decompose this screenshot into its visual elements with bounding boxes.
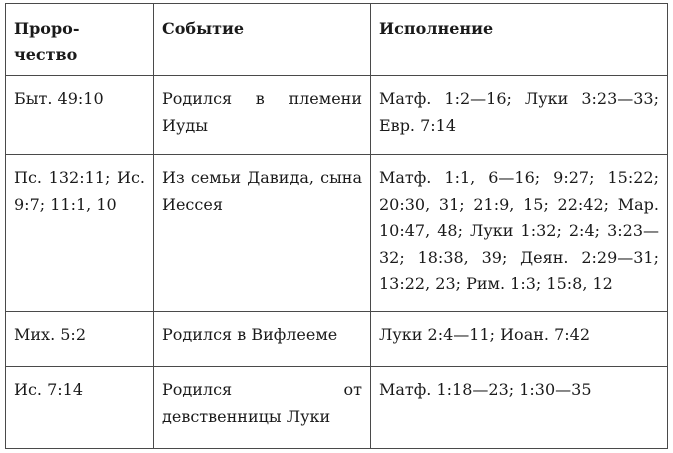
cell-fulfillment: Луки 2:4—11; Иоан. 7:42 — [371, 312, 668, 367]
prophecy-table — [5, 3, 668, 449]
header-row — [6, 4, 668, 76]
cell-event: Родился от девственницы Луки — [154, 367, 371, 449]
cell-fulfillment: Матф. 1:18—23; 1:30—35 — [371, 367, 668, 449]
table-row — [6, 76, 668, 155]
header-prophecy: Проро- чество — [6, 4, 154, 76]
cell-fulfillment: Матф. 1:2—16; Луки 3:23—33; Евр. 7:14 — [371, 76, 668, 155]
cell-event: Родился в Вифлееме — [154, 312, 371, 367]
cell-prophecy: Ис. 7:14 — [6, 367, 154, 449]
cell-event: Родился в племени Иуды — [154, 76, 371, 155]
cell-event: Из семьи Давида, сына Иессея — [154, 155, 371, 312]
table-row — [6, 312, 668, 367]
table-row — [6, 367, 668, 449]
header-fulfillment: Исполнение — [371, 4, 668, 76]
cell-prophecy: Мих. 5:2 — [6, 312, 154, 367]
cell-prophecy: Быт. 49:10 — [6, 76, 154, 155]
table-row — [6, 155, 668, 312]
header-event: Событие — [154, 4, 371, 76]
cell-prophecy: Пс. 132:11; Ис. 9:7; 11:1, 10 — [6, 155, 154, 312]
cell-fulfillment: Матф. 1:1, 6—16; 9:27; 15:22; 20:30, 31; 21:9, 15; 22:42; Мар. 10:47, 48; Луки 1:32; 2:4; 3:23—32; 18:38, 39; Деян. 2:29—31; 13:22, 23; Рим. 1:3; 15:8, 12 — [371, 155, 668, 312]
